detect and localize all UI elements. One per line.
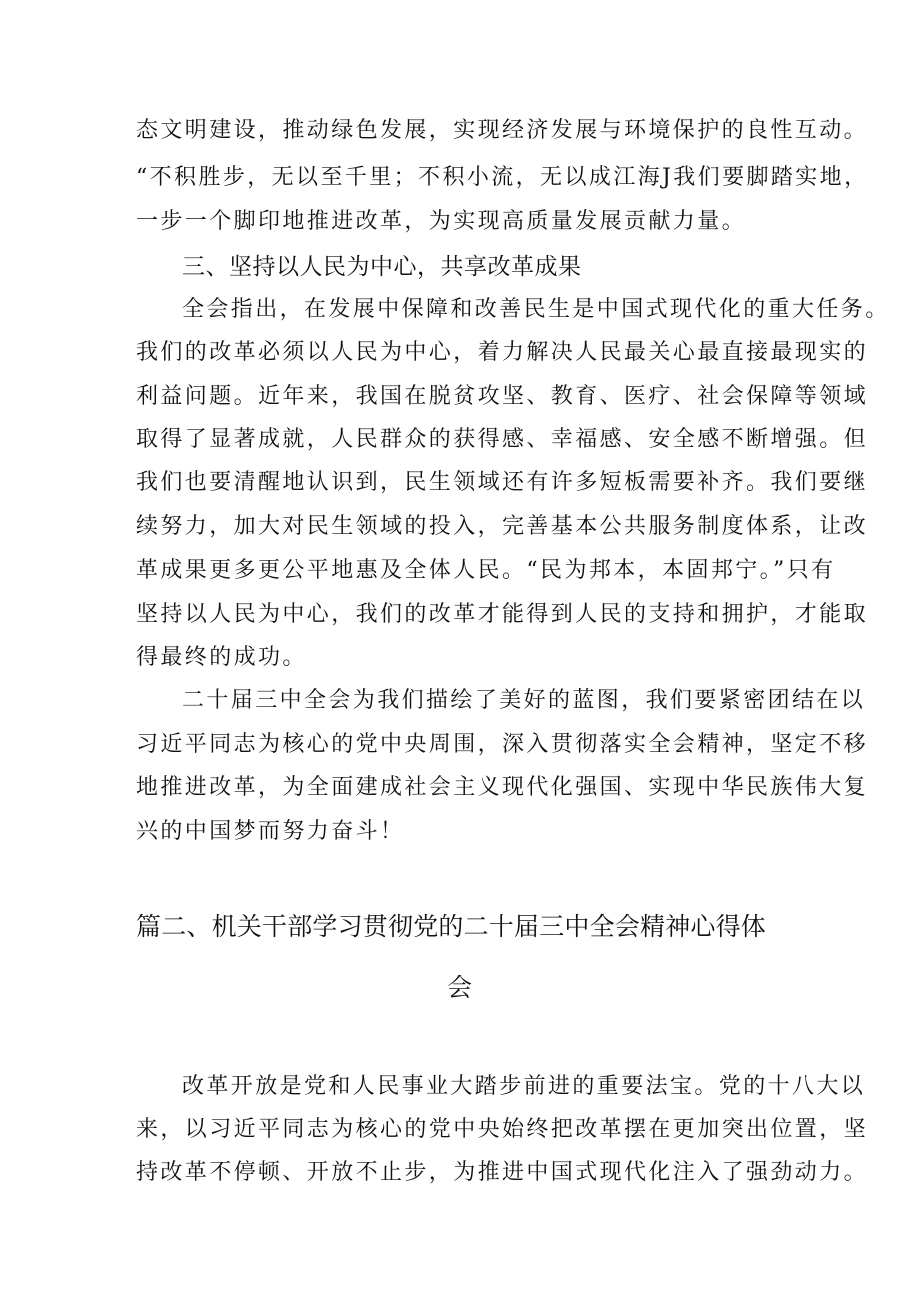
text-line: 得最终的成功。 [136,645,307,670]
text-line: 我们的改革必须以人民为中心，着力解决人民最关心最直接最现实的 [136,340,869,365]
text-line: 革成果更多更公平地惠及全体人民。“民为邦本，本固邦宁。”只有 [136,558,836,583]
text-line: 兴的中国梦而努力奋斗！ [136,819,405,844]
text-line: 态文明建设，推动绿色发展，实现经济发展与环境保护的良性互动。 [136,118,869,143]
text-line: 续努力，加大对民生领域的投入，完善基本公共服务制度体系，让改 [136,514,869,539]
text-line: 取得了显著成就，人民群众的获得感、幸福感、安全感不断增强。但 [136,427,869,452]
text-line: 二十届三中全会为我们描绘了美好的蓝图，我们要紧密团结在以 [182,688,866,713]
text-line: 习近平同志为核心的党中央周围，深入贯彻落实全会精神，坚定不移 [136,732,869,757]
text-line: 一步一个脚印地推进改革，为实现高质量发展贡献力量。 [136,209,747,234]
text-line: 地推进改革，为全面建成社会主义现代化强国、实现中华民族伟大复 [136,775,869,800]
text-line: 坚持以人民为中心，我们的改革才能得到人民的支持和拥护，才能取 [136,602,869,627]
article-title-line-1: 篇二、机关干部学习贯彻党的二十届三中全会精神心得体 [136,912,767,941]
text-line: 改革开放是党和人民事业大踏步前进的重要法宝。党的十八大以 [182,1074,866,1099]
section-heading: 三、坚持以人民为中心，共享改革成果 [182,254,582,280]
text-line: 我们也要清醒地认识到，民生领域还有许多短板需要补齐。我们要继 [136,470,869,495]
text-line: “不积胜步，无以至千里；不积小流，无以成江海J我们要脚踏实地， [136,165,869,190]
text-line: 全会指出，在发展中保障和改善民生是中国式现代化的重大任务。 [182,297,890,322]
article-title-line-2: 会 [447,973,473,1002]
text-line: 持改革不停顿、开放不止步，为推进中国式现代化注入了强劲动力。 [136,1160,869,1185]
text-line: 来，以习近平同志为核心的党中央始终把改革摆在更加突出位置，坚 [136,1117,869,1142]
text-line: 利益问题。近年来，我国在脱贫攻坚、教育、医疗、社会保障等领域 [136,384,869,409]
